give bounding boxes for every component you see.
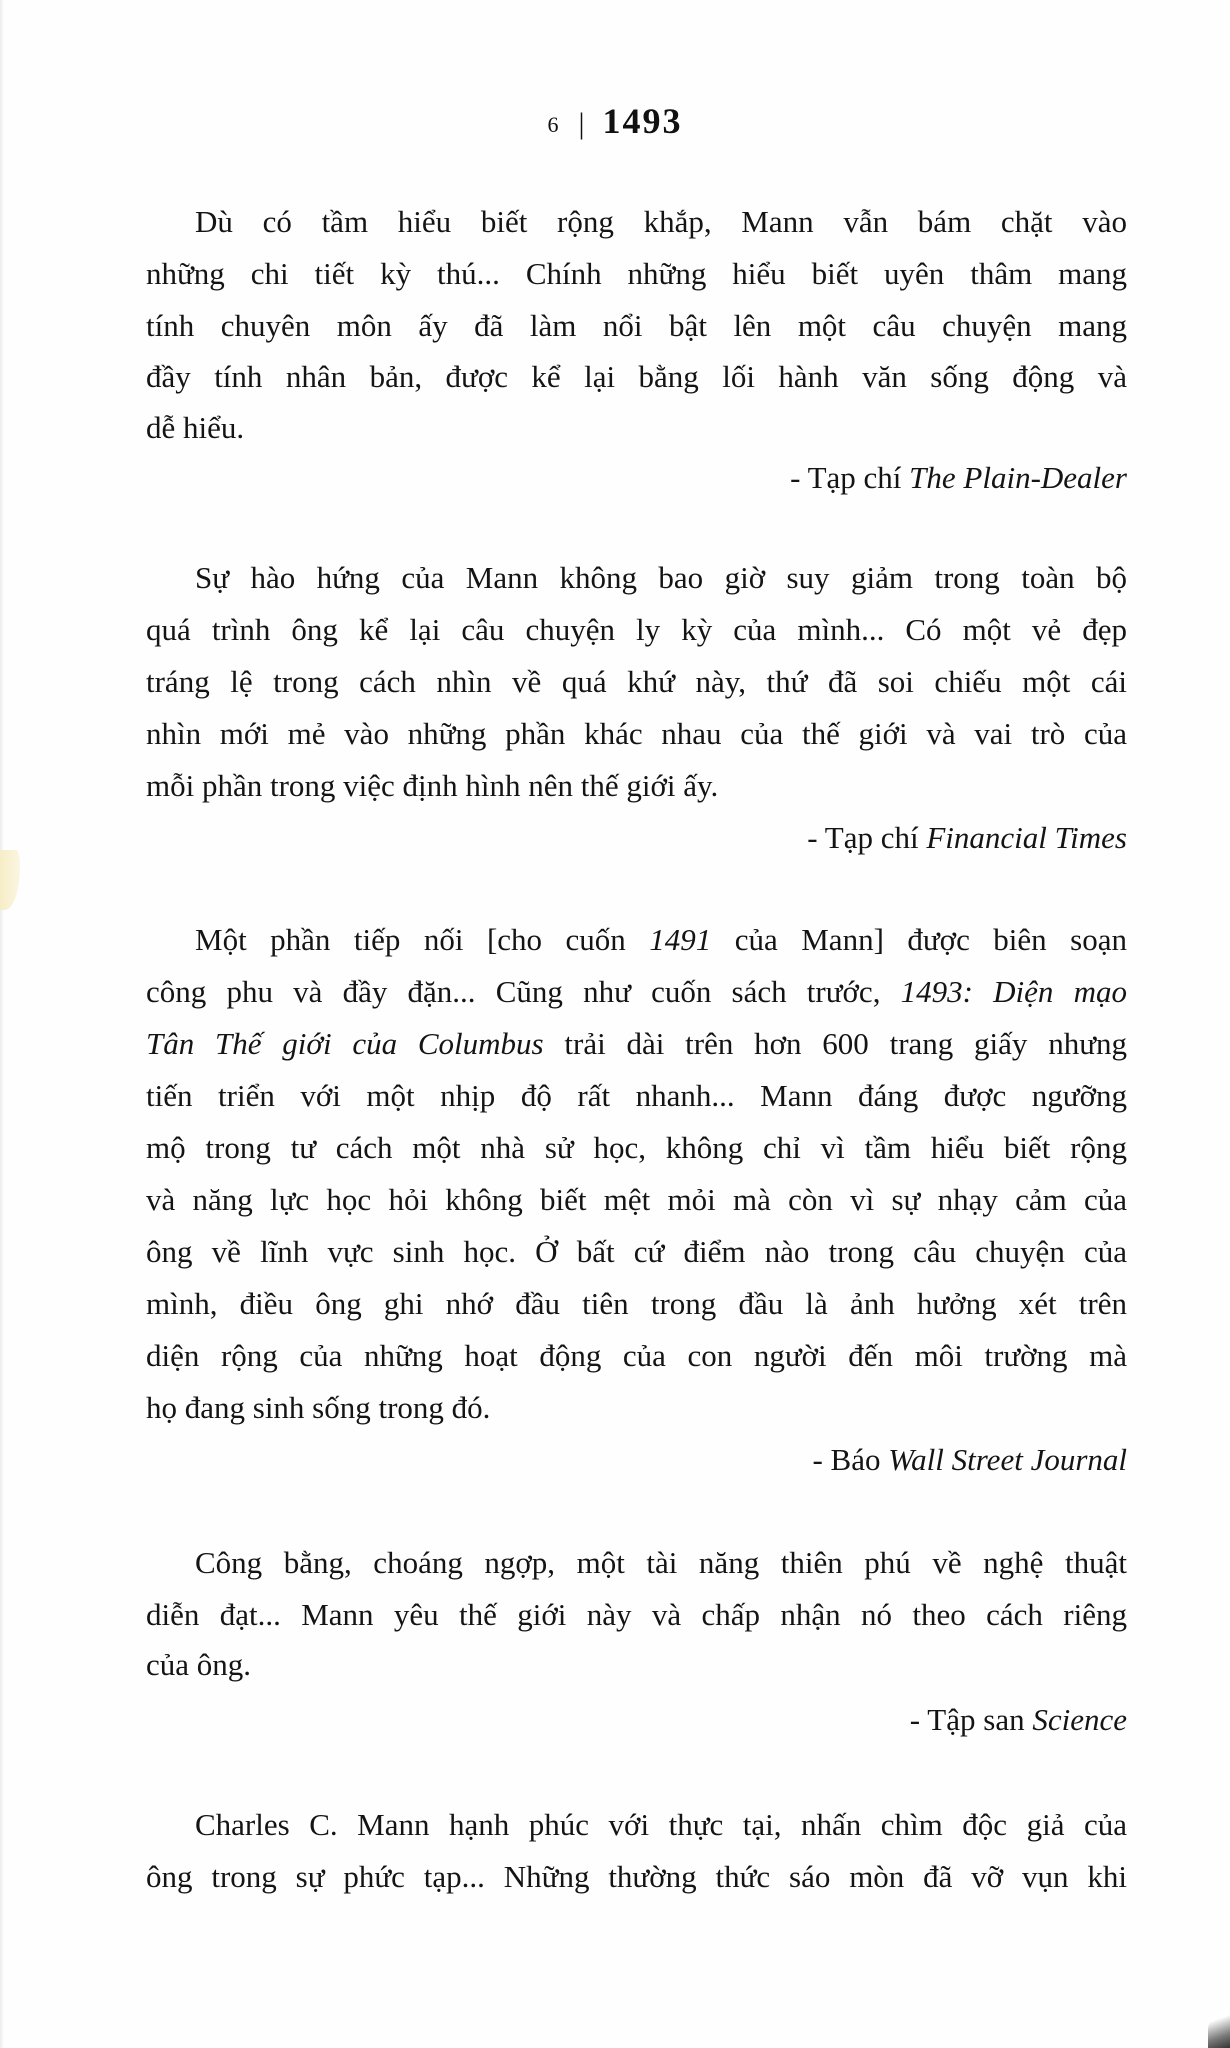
quote-line: mình, điều ông ghi nhớ đầu tiên trong đầu là ảnh hưởng xét trên	[146, 1286, 1127, 1321]
running-head	[0, 100, 1230, 142]
book-title-italic: 1493: Diện mạo	[900, 974, 1127, 1009]
quote-line: diện rộng của những hoạt động của con người đến môi trường mà	[146, 1338, 1127, 1373]
quote-line	[195, 920, 1127, 960]
quote-line	[146, 1024, 1127, 1064]
quote-line: đầy tính nhân bản, được kể lại bằng lối hành văn sống động và	[146, 359, 1127, 394]
quote-line: những chi tiết kỳ thú... Chính những hiểu biết uyên thâm mang	[146, 256, 1127, 291]
attribution-prefix: - Tạp chí	[790, 460, 910, 495]
text-run: công phu và đầy đặn... Cũng như cuốn sách trước,	[146, 974, 901, 1009]
quote-line: Charles C. Mann hạnh phúc với thực tại, nhấn chìm độc giả của	[195, 1807, 1127, 1842]
quote-line: dễ hiểu.	[146, 410, 245, 445]
quote-line: Dù có tầm hiểu biết rộng khắp, Mann vẫn bám chặt vào	[195, 204, 1127, 239]
quote-attribution	[807, 818, 1127, 858]
quote-line: mỗi phần trong việc định hình nên thế giới ấy.	[146, 768, 719, 803]
book-title: 1493	[602, 101, 683, 141]
quote-line: của ông.	[146, 1647, 252, 1682]
attribution-prefix: - Tạp chí	[807, 820, 927, 855]
attribution-prefix: - Tập san	[909, 1702, 1033, 1737]
quote-line: Sự hào hứng của Mann không bao giờ suy giảm trong toàn bộ	[195, 560, 1127, 595]
quote-line: tiến triển với một nhịp độ rất nhanh... Mann đáng được ngưỡng	[146, 1078, 1127, 1113]
quote-line: ông về lĩnh vực sinh học. Ở bất cứ điểm nào trong câu chuyện của	[146, 1234, 1127, 1269]
page-left-edge-shadow	[0, 0, 4, 2048]
book-title-italic: Tân Thế giới của Columbus	[146, 1026, 544, 1061]
quote-line: tráng lệ trong cách nhìn về quá khứ này, thứ đã soi chiếu một cái	[146, 664, 1127, 699]
page-number: 6	[547, 112, 560, 137]
attribution-prefix: - Báo	[812, 1442, 889, 1477]
quote-line	[146, 972, 1127, 1012]
attribution-source: Science	[1032, 1702, 1127, 1737]
page-edge-tab-mark	[0, 850, 20, 910]
quote-line: nhìn mới mẻ vào những phần khác nhau của thế giới và vai trò của	[146, 716, 1127, 751]
quote-line: họ đang sinh sống trong đó.	[146, 1390, 491, 1425]
book-title-italic: 1491	[649, 922, 712, 957]
quote-attribution	[910, 1700, 1127, 1740]
quote-line: Công bằng, choáng ngợp, một tài năng thiên phú về nghệ thuật	[195, 1545, 1127, 1580]
page-corner-curl	[1208, 2008, 1230, 2048]
text-run: Một phần tiếp nối [cho cuốn	[195, 922, 650, 957]
running-head-separator: |	[578, 107, 586, 140]
text-run: trải dài trên hơn 600 trang giấy nhưng	[543, 1026, 1128, 1061]
quote-attribution	[812, 1440, 1127, 1480]
quote-line: quá trình ông kể lại câu chuyện ly kỳ của mình... Có một vẻ đẹp	[146, 612, 1127, 647]
quote-line: và năng lực học hỏi không biết mệt mỏi mà còn vì sự nhạy cảm của	[146, 1182, 1127, 1217]
text-run: của Mann] được biên soạn	[711, 922, 1127, 957]
quote-attribution	[790, 458, 1127, 498]
quote-line: tính chuyên môn ấy đã làm nổi bật lên một câu chuyện mang	[146, 308, 1127, 343]
quote-line: mộ trong tư cách một nhà sử học, không chỉ vì tầm hiểu biết rộng	[146, 1130, 1127, 1165]
quote-line: ông trong sự phức tạp... Những thường thức sáo mòn đã vỡ vụn khi	[146, 1859, 1127, 1894]
attribution-source: Financial Times	[926, 820, 1127, 855]
attribution-source: The Plain-Dealer	[909, 460, 1127, 495]
attribution-source: Wall Street Journal	[888, 1442, 1127, 1477]
quote-line: diễn đạt... Mann yêu thế giới này và chấp nhận nó theo cách riêng	[146, 1597, 1127, 1632]
